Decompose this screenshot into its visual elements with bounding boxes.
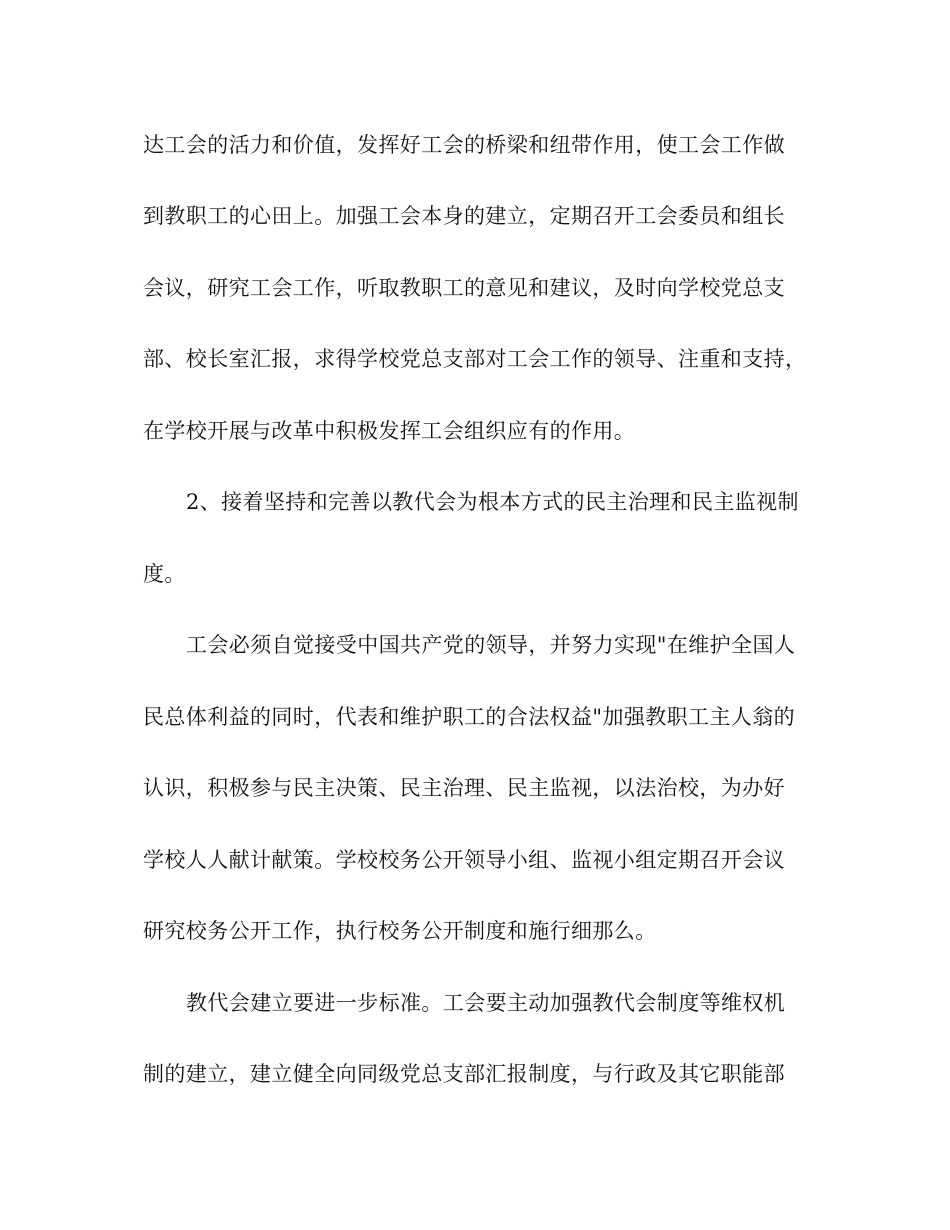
text-line: 部、校长室汇报，求得学校党总支部对工会工作的领导、注重和支持，: [143, 347, 807, 371]
text-line: 认识，积极参与民主决策、民主治理、民主监视，以法治校，为办好: [143, 776, 785, 800]
text-line: 会议，研究工会工作，听取教职工的意见和建议，及时向学校党总支: [143, 276, 785, 300]
text-line: 制的建立，建立健全向同级党总支部汇报制度，与行政及其它职能部: [143, 1062, 785, 1086]
text-line: 到教职工的心田上。加强工会本身的建立，定期召开工会委员和组长: [143, 204, 785, 228]
paragraph-start-line: 教代会建立要进一步标准。工会要主动加强教代会制度等维权机: [186, 991, 786, 1015]
paragraph-start-line: 工会必须自觉接受中国共产党的领导，并努力实现"在维护全国人: [186, 633, 796, 657]
text-line: 在学校开展与改革中积极发挥工会组织应有的作用。: [143, 419, 636, 443]
paragraph-start-line: 2、接着坚持和完善以教代会为根本方式的民主治理和民主监视制: [186, 490, 799, 514]
text-line: 研究校务公开工作，执行校务公开制度和施行细那么。: [143, 919, 657, 943]
text-line: 民总体利益的同时，代表和维护职工的合法权益"加强教职工主人翁的: [143, 705, 796, 729]
text-line: 度。: [143, 562, 186, 586]
text-line: 学校人人献计献策。学校校务公开领导小组、监视小组定期召开会议: [143, 848, 785, 872]
text-line: 达工会的活力和价值，发挥好工会的桥梁和纽带作用，使工会工作做: [143, 133, 785, 157]
